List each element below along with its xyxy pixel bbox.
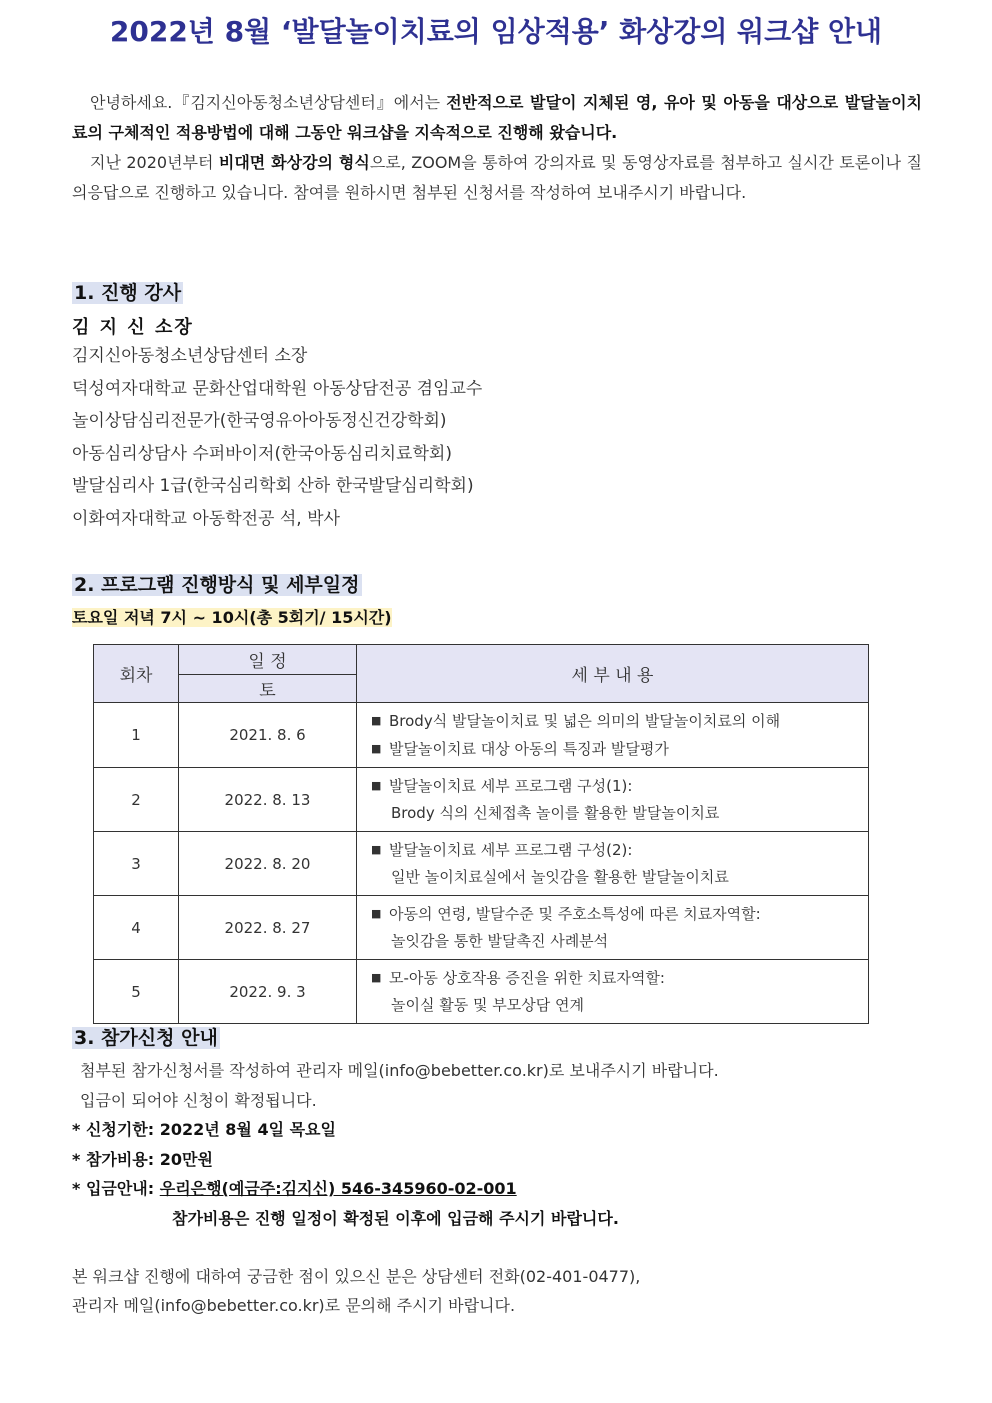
lecturer-credentials [72,340,482,535]
apply-deposit [72,1174,719,1204]
detail-cell [357,960,869,1024]
round-cell: 3 [94,832,179,896]
application-info [72,1056,719,1233]
intro-p2-text: 지난 2020년부터 [90,153,219,172]
section-2-heading [72,570,362,597]
credential-item: 발달심리사 1급(한국심리학회 산하 한국발달심리학회) [72,476,474,496]
detail-cell [357,896,869,960]
deposit-account: 우리은행(예금주:김지신) 546-345960-02-001 [159,1179,517,1198]
schedule-table [93,644,869,1024]
footer-line-1: 본 워크샵 진행에 대하여 궁금한 점이 있으신 분은 상담센터 전화(02-401-0477), [72,1267,641,1286]
detail-line [371,735,856,763]
bullet-icon: ■ [371,779,382,792]
detail-line [371,836,856,864]
date-cell: 2022. 8. 13 [179,768,357,832]
header-detail: 세 부 내 용 [357,645,869,703]
round-cell: 4 [94,896,179,960]
bullet-icon: ■ [371,843,382,856]
intro-p1-bold: 전반적으로 발달이 지체된 영, 유아 및 아동을 대상으로 발달놀이치료의 구체적인 적용방법에 대해 그동안 워크샵을 지속적으로 진행해 왔습니다. [72,93,922,142]
intro-paragraph-2 [72,148,922,208]
schedule-summary [72,605,392,628]
credential-item: 덕성여자대학교 문화산업대학원 아동상담전공 겸임교수 [72,378,483,399]
date-cell: 2022. 8. 20 [179,832,357,896]
date-cell: 2022. 9. 3 [179,960,357,1024]
section-3-heading-text: 3. 참가신청 안내 [74,1027,218,1049]
section-1-heading-text: 1. 진행 강사 [74,282,182,304]
round-cell: 5 [94,960,179,1024]
credential-item: 아동심리상담사 수퍼바이저(한국아동심리치료학회) [72,443,452,464]
credential-item: 이화여자대학교 아동학전공 석, 박사 [72,508,340,529]
intro-p2-rest: 으로, ZOOM을 통하여 강의자료 및 동영상자료를 첨부하고 실시간 토론이나 질의응답으로 진행하고 있습니다. 참여를 원하시면 첨부된 신청서를 작성하여 보내주시기 바랍니다. [72,153,923,202]
round-cell: 1 [94,703,179,768]
header-date: 일 정 [179,645,357,675]
detail-text: 발달놀이치료 세부 프로그램 구성(2): [389,841,633,859]
table-row [94,832,869,896]
footer-line-2: 관리자 메일(info@bebetter.co.kr)로 문의해 주시기 바랍니다. [72,1296,516,1315]
section-3-heading [72,1023,220,1050]
intro-paragraph-1 [72,88,922,148]
table-header-row [94,645,869,675]
bullet-icon: ■ [371,907,382,920]
apply-deposit-note: 참가비용은 진행 일정이 확정된 이후에 입금해 주시기 바랍니다. [172,1208,619,1228]
detail-text: 발달놀이치료 대상 아동의 특징과 발달평가 [389,740,669,758]
detail-line: 놀이실 활동 및 부모상담 연계 [391,996,584,1014]
footer-contact [72,1262,640,1320]
table-row [94,703,869,768]
detail-line: Brody 식의 신체접촉 놀이를 활용한 발달놀이치료 [391,804,720,822]
date-cell: 2022. 8. 27 [179,896,357,960]
lecturer-name: 김 지 신 소장 [72,317,194,338]
detail-line: 일반 놀이치료실에서 놀잇감을 활용한 발달놀이치료 [391,868,729,886]
section-2-heading-text: 2. 프로그램 진행방식 및 세부일정 [74,574,360,596]
table-row [94,768,869,832]
detail-cell [357,832,869,896]
credential-item: 김지신아동청소년상담센터 소장 [72,346,308,366]
intro-p2-bold: 비대면 화상강의 형식 [218,153,370,172]
apply-line-1: 첨부된 참가신청서를 작성하여 관리자 메일(info@bebetter.co.kr)로 보내주시기 바랍니다. [80,1061,719,1080]
header-date-sub: 토 [179,675,357,703]
header-round: 회차 [94,645,179,703]
detail-cell [357,768,869,832]
intro-p1-text: 안녕하세요.『김지신아동청소년상담센터』에서는 [90,93,447,112]
detail-text: 모-아동 상호작용 증진을 위한 치료자역할: [389,969,665,987]
table-row [94,896,869,960]
credential-item: 놀이상담심리전문가(한국영유아아동정신건강학회) [72,411,447,431]
detail-text: 아동의 연령, 발달수준 및 주호소특성에 따른 치료자역할: [389,905,761,923]
apply-fee: * 참가비용: 20만원 [72,1149,213,1169]
schedule-summary-text: 토요일 저녁 7시 ~ 10시(총 5회기/ 15시간) [72,608,392,627]
detail-line [371,772,856,800]
apply-deadline: * 신청기한: 2022년 8월 4일 목요일 [72,1120,336,1139]
detail-cell [357,703,869,768]
round-cell: 2 [94,768,179,832]
bullet-icon: ■ [371,714,382,727]
section-1-heading [72,278,183,305]
detail-line [371,964,856,992]
intro-text [72,88,922,208]
table-row [94,960,869,1024]
detail-text: Brody식 발달놀이치료 및 넓은 의미의 발달놀이치료의 이해 [389,712,781,730]
document-title: 2022년 8월 ‘발달놀이치료의 임상적용’ 화상강의 워크샵 안내 [109,15,883,48]
apply-line-2: 입금이 되어야 신청이 확정됩니다. [80,1090,317,1110]
bullet-icon: ■ [371,742,382,755]
detail-line: 놀잇감을 통한 발달촉진 사례분석 [391,932,609,950]
detail-line [371,900,856,928]
bullet-icon: ■ [371,971,382,984]
date-cell: 2021. 8. 6 [179,703,357,768]
detail-text: 발달놀이치료 세부 프로그램 구성(1): [389,777,633,795]
detail-line [371,707,856,735]
deposit-label: * 입금안내: [72,1179,160,1198]
